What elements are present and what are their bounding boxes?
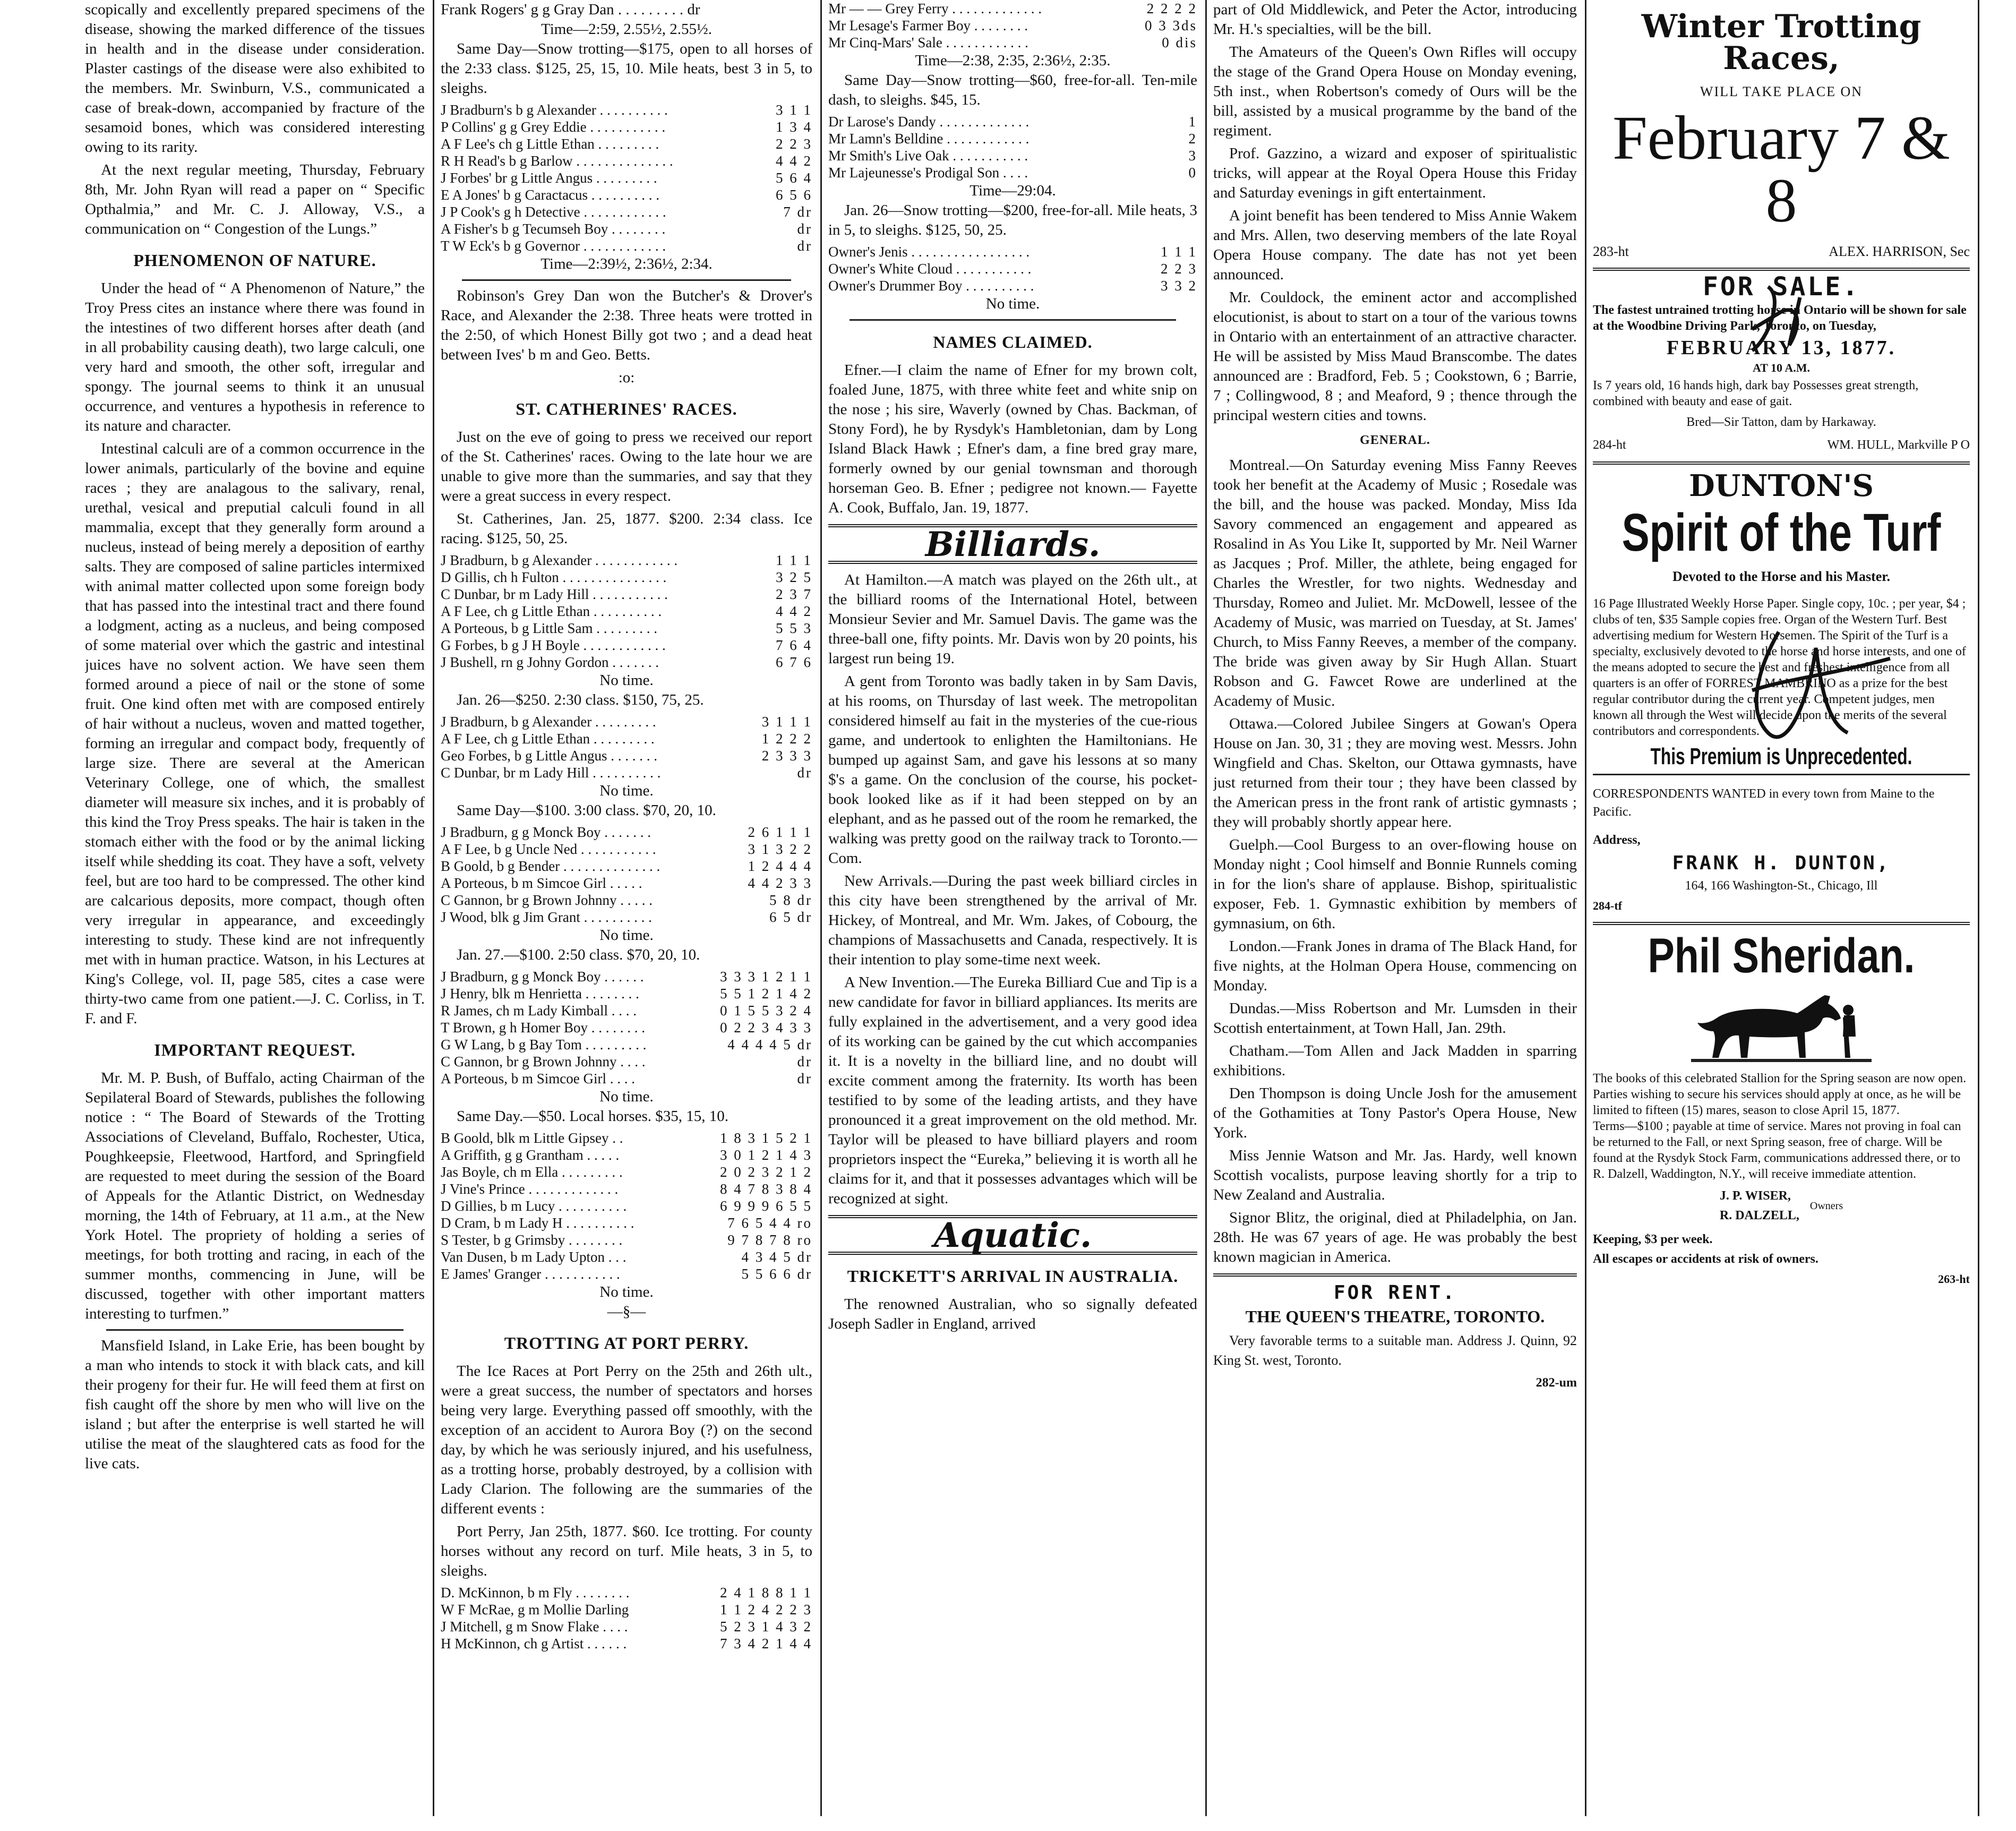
paragraph: Den Thompson is doing Uncle Josh for the amusement of the Gothamities at Tony Pastor's Opera House, New York.	[1213, 1085, 1577, 1141]
ad-text: CORRESPONDENTS WANTED in every town from Maine to the Pacific.	[1593, 787, 1935, 819]
ad-heading: FOR RENT.	[1333, 1282, 1457, 1304]
heat-placings: 2 3 7	[776, 586, 812, 602]
result-row	[441, 152, 812, 169]
heat-placings: dr	[797, 1071, 812, 1086]
heat-placings: 2 2 2 2	[1146, 1, 1197, 16]
heat-placings: 5 5 1 2 1 4 2	[720, 986, 812, 1002]
paragraph: Miss Jennie Watson and Mr. Jas. Hardy, well known Scottish vocalists, purpose leaving shortly for a trip to New Zealand and Australia.	[1213, 1147, 1577, 1203]
heat-placings: 5 5 3	[776, 620, 812, 636]
result-row	[828, 260, 1197, 277]
ad-dates: February 7 & 8	[1612, 103, 1950, 235]
horse-entry: W F McRae, g m Mollie Darling	[441, 1602, 629, 1618]
result-row	[828, 164, 1197, 181]
ad-address: 164, 166 Washington-St., Chicago, Ill	[1685, 879, 1878, 893]
horse-entry: T W Eck's b g Governor . . . . . . . . . . . .	[441, 238, 666, 254]
paragraph: At Hamilton.—A match was played on the 26th ult., at the billiard rooms of the International Hotel, between Monsieur Sevier and Mr. Samuel Davis. The game was the three-ball one, fifty points. Mr. Davis won by 20 points, his largest run being 19.	[828, 571, 1197, 667]
paragraph: Efner.—I claim the name of Efner for my brown colt, foaled June, 1875, with three white feet and white snip on the nose ; his sire, Waverly (owned by Chas. Backman, of Stony Ford), he by Rysdyk's Hambletonian, dam by Long Island Black Hawk ; Efner's dam, a fine bred gray mare, formerly owned by our genial townsman and thorough horseman Geo. B. Efner ; pedigree not known.— Fayette A. Cook, Buffalo, Jan. 19, 1877.	[828, 362, 1197, 516]
race-conditions: Jan. 26—Snow trotting—$200, free-for-all. Mile heats, 3 in 5, to sleighs. $125, 50, 25.	[828, 202, 1197, 238]
result-row	[441, 985, 812, 1002]
ad-code: 263-ht	[1938, 1272, 1970, 1286]
column-2	[441, 0, 812, 1816]
ad-title-phil-sheridan: Phil Sheridan.	[1648, 929, 1915, 983]
heat-placings: 4 3 4 5 dr	[741, 1249, 812, 1265]
paragraph: New Arrivals.—During the past week billiard circles in this city have been strengthened by the arrival of Mr. Hickey, of Montreal, and Mr. Wm. Jakes, of Cobourg, the champions of Massachusetts and Canada, respectively. It is their intention to play some-time next week.	[828, 872, 1197, 968]
heat-placings: 4 4 2	[776, 603, 812, 619]
result-row	[441, 135, 812, 152]
result-row	[441, 1180, 812, 1197]
results-table	[441, 552, 812, 671]
result-row	[441, 220, 812, 237]
heat-placings: 3 1 1 1	[761, 714, 812, 730]
horse-entry: C Gannon, br g Brown Johnny . . . .	[441, 1054, 646, 1069]
divider	[106, 1329, 404, 1331]
results-table	[828, 0, 1197, 51]
horse-engraving-icon	[1686, 986, 1877, 1065]
heat-placings: 6 7 6	[776, 654, 812, 670]
paragraph: Intestinal calculi are of a common occurrence in the lower animals, particularly of the bovine and equine races ; they are analagous to the salivary, renal, urethal, vesical and preputial calculi found in all mammalia, except that they generally form around a nucleus, instead of being merely a deposition of earthy salts. They are composed of saline particles intermixed with animal matter collected upon some foreign body that has passed into the intestinal tract and there found a lodgment, acting as a nucleus, and being composed of some material over which the gastric and intestinal juices have no solvent action. We have seen them formed around a piece of nail or the stone of some fruit. One kind often met with are composed entirely of hair without a nucleus, woven and matted together, forming an irregular and compact body, frequently of large size. There are several at the American Veterinary College, one of which, the smallest diameter will measure six inches, and it is probably of this kind the Troy Press speaks. The hair is taken in the stomach either with the food or by the animal licking itself while shedding its coat. They have a soft, velvety feel, but are too hard to be compressed. The other kind are calcarious deposits, more compact, though often very irregular in appearance, and exceedingly interesting to study. These kind are not infrequently met with in human practice. Watson, in his Lectures at King's College, vol. II, page 585, cites a case were thirty-two came from one patient.—J. C. Corliss, in T. F. and F.	[85, 440, 425, 1027]
race-conditions: Jan. 26—$250. 2:30 class. $150, 75, 25.	[457, 691, 704, 708]
ad-text: All escapes or accidents at risk of owners.	[1593, 1252, 1818, 1266]
horse-entry: Owner's Jenis . . . . . . . . . . . . . . . . .	[828, 244, 1030, 260]
ad-footer	[1593, 435, 1970, 455]
horse-entry: D Cram, b m Lady H . . . . . . . . . .	[441, 1215, 634, 1231]
heat-placings: 2 2 3	[776, 136, 812, 152]
horse-entry: J Bushell, rn g Johny Gordon . . . . . . .	[441, 654, 659, 670]
column-rule	[1585, 0, 1586, 1816]
heat-placings: 3	[1188, 148, 1197, 164]
paragraph: part of Old Middlewick, and Peter the Actor, introducing Mr. H.'s specialties, will be the bill.	[1213, 1, 1577, 38]
heat-placings: 4 4 2 3 3	[748, 875, 812, 891]
horse-entry: R H Read's b g Barlow . . . . . . . . . . . . . .	[441, 153, 673, 169]
paragraph: Under the head of “ A Phenomenon of Nature,” the Troy Press cites an instance where there was found in the intestines of two different horses after death (and in all probability causing death), two large calculi, one very hard and smooth, the other soft, irregular and spongy. The journal seems to think it an unusual occurrence, and ventures a hypothesis in reference to its nature and character.	[85, 280, 425, 434]
column-rule	[1978, 0, 1979, 1816]
race-conditions: Port Perry, Jan 25th, 1877. $60. Ice trotting. For county horses without any record on turf. Mile heats, 3 in 5, to sleighs.	[441, 1523, 812, 1579]
horse-entry: D. McKinnon, b m Fly . . . . . . . .	[441, 1585, 630, 1601]
result-row	[441, 169, 812, 186]
section-heading: NAMES CLAIMED.	[933, 332, 1093, 352]
result-row	[828, 113, 1197, 130]
results-table	[828, 243, 1197, 294]
heat-placings: 2 3 3 3	[761, 748, 812, 764]
ad-owner: R. DALZELL,	[1719, 1209, 1799, 1222]
horse-entry: R James, ch m Lady Kimball . . . .	[441, 1003, 637, 1019]
ad-text: Keeping, $3 per week.	[1593, 1233, 1713, 1246]
ad-code: 284-ht	[1593, 438, 1626, 452]
paragraph: The Amateurs of the Queen's Own Rifles will occupy the stage of the Grand Opera House on Monday evening, 5th inst., when Robertson's comedy of Ours will be the bill, assisted by a musical programme by the band of the regiment.	[1213, 44, 1577, 139]
result-row	[441, 118, 812, 135]
ad-premium: This Premium is Unprecedented.	[1650, 743, 1912, 769]
heat-placings: 1 1 2 4 2 2 3	[720, 1602, 812, 1618]
heat-placings: 4 4 2	[776, 153, 812, 169]
results-table	[441, 1584, 812, 1652]
heat-placings: 2 0 2 3 2 1 2	[720, 1164, 812, 1180]
ad-owners-label: Owners	[1809, 1200, 1843, 1212]
result-row	[441, 1146, 812, 1163]
race-time: No time.	[599, 1088, 654, 1105]
heat-placings: dr	[797, 238, 812, 254]
result-row	[441, 1635, 812, 1652]
result-row	[441, 892, 812, 909]
heat-placings: dr	[797, 765, 812, 781]
horse-entry: J Mitchell, g m Snow Flake . . . .	[441, 1619, 628, 1635]
result-row	[441, 1584, 812, 1601]
result-row	[828, 147, 1197, 164]
column-1	[85, 0, 425, 1816]
paragraph: scopically and excellently prepared specimens of the disease, showing the marked difference of the tissues in health and in the disease under consideration. Plaster castings of the disease were also exhibited to the members. Mr. Swinburn, V.S., communicated a case of break-down, accompanied by fracture of the sesamoid bones, which was considered interesting owing to its rarity.	[85, 1, 425, 156]
result-row	[441, 101, 812, 118]
paragraph: Ottawa.—Colored Jubilee Singers at Gowan's Opera House on Jan. 30, 31 ; they are moving west. Messrs. John Wingfield and Chas. Skelton, our Ottawa gymnasts, have just returned from their tour ; they have been classed by the American press in the front rank of artistic gymnasts ; they will probably shortly appear here.	[1213, 715, 1577, 831]
heat-placings: 5 8 dr	[769, 892, 812, 908]
heat-placings: 1 1 1	[1161, 244, 1197, 260]
column-rule	[820, 0, 822, 1816]
paragraph: At the next regular meeting, Thursday, February 8th, Mr. John Ryan will read a paper on “ Specific Opthalmia,” and Mr. C. J. Alloway, V.S., a communication on “ Congestion of the Lungs.”	[85, 161, 425, 237]
heat-placings: 1 2 2 2	[761, 731, 812, 747]
race-conditions: Same Day—$100. 3:00 class. $70, 20, 10.	[457, 802, 716, 819]
horse-entry: J Henry, blk m Henrietta . . . . . . . .	[441, 986, 639, 1002]
result-row	[441, 654, 812, 671]
heat-placings: 0 3 3ds	[1144, 18, 1197, 33]
heat-placings: 3 1 1	[776, 102, 812, 118]
ad-owners	[1593, 1186, 1970, 1226]
paragraph: Montreal.—On Saturday evening Miss Fanny Reeves took her benefit at the Academy of Music ; Rosedale was the bill, and the house was packed. Monday, Miss Ida Savory commenced an engagement and appeared as Rosalind in As You Like It, supported by Mr. Neil Warner as Jacques ; Prof. Miller, the athlete, being engaged for Charles the Wrestler, for two nights. Wednesday and Thursday, Romeo and Juliet. Mr. McDowell, lessee of the Academy of Music, was married on Tuesday, at St. James' Church, to Miss Fanny Reeves, a member of the company. The bride was given away by Sir Hugh Allan. Stuart Robson and G. Fawcet Rowe are underlined at the Academy of Music.	[1213, 457, 1577, 709]
heat-placings: 0 dis	[1162, 35, 1197, 50]
result-row	[441, 1036, 812, 1053]
result-row	[441, 603, 812, 620]
horse-entry: E A Jones' b g Caractacus . . . . . . . . . .	[441, 187, 660, 203]
double-rule	[1593, 461, 1970, 465]
paragraph: The renowned Australian, who so signally defeated Joseph Sadler in England, arrived	[828, 1296, 1197, 1332]
race-time: No time.	[599, 672, 654, 689]
paragraph: Signor Blitz, the original, died at Philadelphia, on Jan. 28th. He was 67 years of age. He was probably the best known magician in America.	[1213, 1209, 1577, 1265]
heat-placings: 5 2 3 1 4 3 2	[720, 1619, 812, 1635]
ad-text: Is 7 years old, 16 hands high, dark bay Possesses great strength, combined with beauty and ease of gait.	[1593, 379, 1919, 408]
ad-text: Bred—Sir Tatton, dam by Harkaway.	[1686, 415, 1876, 429]
heat-placings: 2	[1188, 131, 1197, 147]
result-row	[441, 1601, 812, 1618]
heat-placings: 8 4 7 8 3 8 4	[720, 1181, 812, 1197]
section-title-aquatic: Aquatic.	[933, 1216, 1092, 1255]
result-row	[441, 747, 812, 764]
ad-code: 284-tf	[1593, 899, 1622, 912]
race-conditions: St. Catherines, Jan. 25, 1877. $200. 2:34 class. Ice racing. $125, 50, 25.	[441, 510, 812, 547]
result-row	[828, 277, 1197, 294]
horse-entry: Geo Forbes, b g Little Angus . . . . . . .	[441, 748, 657, 764]
heat-placings: 1 1 1	[776, 552, 812, 568]
race-conditions: Same Day—Snow trotting—$175, open to all horses of the 2:33 class. $125, 25, 15, 10. Mile heats, best 3 in 5, to sleighs.	[441, 40, 812, 97]
horse-entry: J Vine's Prince . . . . . . . . . . . . .	[441, 1181, 619, 1197]
section-heading: PHENOMENON OF NATURE.	[133, 251, 376, 270]
heat-placings: 3 1 3 2 2	[748, 841, 812, 857]
horse-entry: Mr Lesage's Farmer Boy . . . . . . . .	[828, 18, 1028, 33]
result-row	[441, 841, 812, 858]
horse-entry: A Fisher's b g Tecumseh Boy . . . . . . . .	[441, 221, 666, 237]
results-table	[441, 968, 812, 1087]
heat-placings: 0 1 5 5 3 2 4	[720, 1003, 812, 1019]
ad-text: 16 Page Illustrated Weekly Horse Paper. Single copy, 10c. ; per year, $4 ; clubs of ten, $35 Sample copies free. Organ of the Western Turf. Best advertising medium for Western Horsemen. The Spirit of the Turf is a specialty, exclusively devoted to the horse and horse interests, and one of the means adopted to secure the best and freshest intelligence from all quarters is an offer of FORREST MAMBRINO as a prize for the best regular contributor during the current year. Competent judges, men known all through the West will decide upon the merits of the several contributors and correspondents.	[1593, 597, 1966, 738]
race-conditions: Jan. 27.—$100. 2:50 class. $70, 20, 10.	[457, 946, 700, 963]
horse-entry: J Forbes' br g Little Angus . . . . . . . . .	[441, 170, 657, 186]
results-table	[441, 713, 812, 781]
paragraph: London.—Frank Jones in drama of The Black Hand, for five nights, at the Holman Opera House, commencing on Monday.	[1213, 938, 1577, 994]
horse-entry: A Porteous, b g Little Sam . . . . . . . . .	[441, 620, 657, 636]
horse-entry: Dr Larose's Dandy . . . . . . . . . . . . .	[828, 114, 1030, 130]
paragraph: Chatham.—Tom Allen and Jack Madden in sparring exhibitions.	[1213, 1042, 1577, 1079]
horse-entry: Mr Cinq-Mars' Sale . . . . . . . . . . . .	[828, 35, 1028, 50]
ad-code: 282-um	[1535, 1376, 1577, 1390]
double-rule	[1593, 922, 1970, 925]
column-5-ads	[1593, 0, 1970, 1816]
divider	[1593, 774, 1970, 775]
race-conditions: Same Day.—$50. Local horses. $35, 15, 10.	[457, 1108, 728, 1125]
heat-placings: dr	[797, 1054, 812, 1069]
result-row	[441, 858, 812, 875]
horse-entry: H McKinnon, ch g Artist . . . . . .	[441, 1636, 627, 1652]
heat-placings: 3 3 2	[1161, 278, 1197, 294]
paragraph: A joint benefit has been tendered to Miss Annie Wakem and Mrs. Allen, two deserving members of the late Royal Opera House company. The date has not yet been announced.	[1213, 207, 1577, 283]
horse-entry: A Porteous, b m Simcoe Girl . . . .	[441, 1071, 635, 1086]
race-time: Time—29:04.	[970, 182, 1056, 199]
horse-entry: Mr — — Grey Ferry . . . . . . . . . . . . .	[828, 1, 1042, 16]
horse-entry: G Forbes, b g J H Boyle . . . . . . . . . . . .	[441, 637, 666, 653]
ad-owner: J. P. WISER,	[1719, 1189, 1791, 1203]
result-row	[441, 237, 812, 254]
result-row	[441, 186, 812, 203]
race-time: No time.	[985, 295, 1040, 312]
heat-placings: 2 4 1 8 8 1 1	[720, 1585, 812, 1601]
horse-entry: Mr Lajeunesse's Prodigal Son . . . .	[828, 165, 1028, 181]
race-time: No time.	[599, 927, 654, 944]
ad-heading-for-sale: FOR SALE.	[1702, 272, 1860, 302]
result-row	[441, 1214, 812, 1231]
ad-text: Very favorable terms to a suitable man. Address J. Quinn, 92 King St. west, Toronto.	[1213, 1333, 1577, 1368]
heat-placings: 0 2 2 3 4 3 3	[720, 1020, 812, 1036]
divider	[850, 319, 1176, 321]
result-row	[441, 1265, 812, 1282]
ad-owner: WM. HULL, Markville P O	[1827, 438, 1970, 452]
result-row	[441, 1231, 812, 1248]
heat-placings: 2 2 3	[1161, 261, 1197, 277]
ad-secretary: ALEX. HARRISON, Sec	[1829, 244, 1970, 259]
separator: :o:	[618, 369, 635, 386]
race-time: No time.	[599, 1284, 654, 1300]
horse-entry: Van Dusen, b m Lady Upton . . .	[441, 1249, 627, 1265]
heat-placings: 7 dr	[783, 204, 812, 220]
result-row	[441, 203, 812, 220]
horse-entry: J Bradburn, g g Monck Boy . . . . . . .	[441, 824, 651, 840]
ad-tagline: Devoted to the Horse and his Master.	[1672, 569, 1890, 584]
ad-title-spirit-of-turf: Spirit of the Turf	[1622, 503, 1941, 562]
result-row	[441, 968, 812, 985]
result-row	[828, 0, 1197, 17]
section-title-billiards: Billiards.	[925, 525, 1101, 564]
horse-entry: S Tester, b g Grimsby . . . . . . . .	[441, 1232, 623, 1248]
heat-placings: 1 3 4	[776, 119, 812, 135]
paragraph: A gent from Toronto was badly taken in by Sam Davis, at his rooms, on Thursday of last week. The metropolitan considered himself au fait in the mysteries of the cue-rious game, and undertook to enlighten the Hamiltonians. He bumped up against Sam, and gave his lessons at so many $'s a game. On the conclusion of the course, his pocket-book looked like as if it had been stepped on by an elephant, and as he passed out of the room he remarked, the walking was pretty good on the railway track to Toronto.—Com.	[828, 673, 1197, 867]
horse-entry: Jas Boyle, ch m Ella . . . . . . . . .	[441, 1164, 623, 1180]
section-heading: GENERAL.	[1360, 433, 1430, 447]
heat-placings: 6 5 6	[776, 187, 812, 203]
column-rule	[1205, 0, 1207, 1816]
horse-entry: J Bradburn, b g Alexander . . . . . . . . .	[441, 714, 656, 730]
ad-text: The fastest untrained trotting horse in Ontario will be shown for sale at the Woodbine Driving Park, Toronto, on Tuesday,	[1593, 303, 1967, 333]
heat-placings: 1	[1188, 114, 1197, 130]
result-row	[441, 1002, 812, 1019]
race-time: Time—2:39½, 2:36½, 2:34.	[541, 255, 713, 272]
paragraph: Mr. Couldock, the eminent actor and accomplished elocutionist, is about to start on a tour of the various towns in Ontario with an entertainment of an attractive character. He will be assisted by Miss Maud Branscombe. The dates announced are : Bradford, Feb. 5 ; Cookstown, 6 ; Barrie, 7 ; Collingwood, 8 ; and Meaford, 9 ; thence through the principal western cities and towns.	[1213, 289, 1577, 424]
race-time: No time.	[599, 782, 654, 799]
ad-subheading: THE QUEEN'S THEATRE, TORONTO.	[1245, 1307, 1545, 1326]
horse-entry: A Griffith, g g Grantham . . . . .	[441, 1147, 620, 1163]
ad-text: The books of this celebrated Stallion for the Spring season are now open. Parties wishing to secure his services should apply at once, as he will be limited to fifteen (15) mares, season to close April 15, 1877.	[1593, 1072, 1967, 1117]
result-row	[441, 1618, 812, 1635]
double-rule	[1213, 1273, 1577, 1277]
result-row	[828, 34, 1197, 51]
horse-entry: A Porteous, b m Simcoe Girl . . . . .	[441, 875, 642, 891]
result-row	[441, 1019, 812, 1036]
horse-entry: A F Lee, ch g Little Ethan . . . . . . . . .	[441, 731, 655, 747]
ad-name: FRANK H. DUNTON,	[1672, 852, 1891, 874]
heat-placings: 2 6 1 1 1	[748, 824, 812, 840]
result-row	[828, 243, 1197, 260]
horse-entry: J Wood, blk g Jim Grant . . . . . . . . . .	[441, 909, 652, 925]
horse-entry: G W Lang, b g Bay Tom . . . . . . . . .	[441, 1037, 647, 1053]
section-heading: TRICKETT'S ARRIVAL IN AUSTRALIA.	[847, 1267, 1179, 1286]
heat-placings: 1 8 3 1 5 2 1	[720, 1130, 812, 1146]
horse-entry: E James' Granger . . . . . . . . . . .	[441, 1266, 620, 1282]
ad-subtitle: WILL TAKE PLACE ON	[1700, 84, 1863, 99]
race-conditions: Same Day—Snow trotting—$60, free-for-all. Ten-mile dash, to sleighs. $45, 15.	[828, 72, 1197, 108]
section-heading: TROTTING AT PORT PERRY.	[504, 1333, 749, 1353]
horse-entry: T Brown, g h Homer Boy . . . . . . . .	[441, 1020, 645, 1036]
column-3	[828, 0, 1197, 1816]
heat-placings: 7 3 4 2 1 4 4	[720, 1636, 812, 1652]
heat-placings: 7 6 5 4 4 ro	[727, 1215, 812, 1231]
paragraph: Just on the eve of going to press we received our report of the St. Catherines' races. Owing to the late hour we are unable to give more than the summaries, and say that they were a great success in every respect.	[441, 429, 812, 504]
separator: —§—	[607, 1303, 646, 1320]
result-row	[441, 730, 812, 747]
ad-address-label: Address,	[1593, 833, 1641, 847]
heat-placings: 4 4 4 4 5 dr	[727, 1037, 812, 1053]
horse-entry: Owner's Drummer Boy . . . . . . . . . .	[828, 278, 1034, 294]
paragraph: Mr. M. P. Bush, of Buffalo, acting Chairman of the Sepilateral Board of Stewards, publishes the following notice : “ The Board of Stewards of the Trotting Associations of Cleveland, Buffalo, Rochester, Utica, Poughkeepsie, Fleetwood, Hartford, and Springfield are requested to meet during the session of the Board of Appeals for the Atlantic District, on Wednesday morning, the 14th of February, at 11 a.m., at the New York Hotel. The propriety of holding a series of meetings, for both trotting and racing, in each of the summer months, commencing in June, will be discussed, together with other important matters interesting to turfmen.”	[85, 1069, 425, 1322]
result-row	[441, 620, 812, 637]
section-heading: ST. CATHERINES' RACES.	[516, 399, 737, 418]
paragraph: A New Invention.—The Eureka Billiard Cue and Tip is a new candidate for favor in billiard appliances. Its merits are fully explained in the advertisement, and a very good idea of its working can be gained by the cut which accompanies it. It is a novelty in the billiard line, and no doubt will excite comment among the fraternity. Its worth has been testified to by some of the leading artists, and they have pronounced it a great improvement on the old method. Mr. Taylor will be pleased to have billiard players and room proprietors inspect the “Eureka,” believing it is worth all he claims for it, and that it possesses advantages which will be recognized at sight.	[828, 974, 1197, 1207]
heat-placings: 9 7 8 7 8 ro	[727, 1232, 812, 1248]
paragraph: Prof. Gazzino, a wizard and exposer of spiritualistic tricks, will appear at the Royal Opera House this Friday and Saturday evenings in gift entertainment.	[1213, 145, 1577, 201]
horse-entry: P Collins' g g Grey Eddie . . . . . . . . . . .	[441, 119, 666, 135]
horse-entry: C Gannon, br g Brown Johnny . . . . .	[441, 892, 653, 908]
ad-code: 283-ht	[1593, 244, 1629, 259]
horse-entry: A F Lee, b g Uncle Ned . . . . . . . . . . .	[441, 841, 656, 857]
result-row	[441, 824, 812, 841]
ad-date: FEBRUARY 13, 1877.	[1666, 337, 1897, 359]
result-row	[828, 130, 1197, 147]
result-row	[441, 1130, 812, 1146]
heat-placings: 0	[1188, 165, 1197, 181]
heat-placings: 7 6 4	[776, 637, 812, 653]
paragraph: Mansfield Island, in Lake Erie, has been bought by a man who intends to stock it with black cats, and kill their progeny for their fur. He will feed them at first on fish caught off the shore by men who will live on the island ; but after the enterprise is well started he will utilise the meat of the slaughtered cats as food for the live cats.	[85, 1337, 425, 1472]
horse-entry: Mr Lamn's Belldine . . . . . . . . . . . .	[828, 131, 1030, 147]
heat-placings: 5 6 4	[776, 170, 812, 186]
ad-owner-names	[1720, 1186, 1799, 1226]
paragraph: Dundas.—Miss Robertson and Mr. Lumsden in their Scottish entertainment, at Town Hall, Jan. 29th.	[1213, 1000, 1577, 1037]
ad-title-duntons: DUNTON'S	[1689, 468, 1874, 503]
race-time: Time—2:59, 2.55½, 2.55½.	[541, 21, 712, 38]
column-rule	[433, 0, 434, 1816]
result-row	[441, 586, 812, 603]
heat-placings: 5 5 6 6 dr	[741, 1266, 812, 1282]
horse-entry: J P Cook's g h Detective . . . . . . . . . . . .	[441, 204, 666, 220]
horse-entry: Mr Smith's Live Oak . . . . . . . . . . .	[828, 148, 1028, 164]
result-row	[441, 764, 812, 781]
results-table	[441, 101, 812, 254]
horse-entry: A F Lee, ch g Little Ethan . . . . . . . . . .	[441, 603, 662, 619]
paragraph: Guelph.—Cool Burgess to an over-flowing house on Monday night ; Cool himself and Bonnie Runnels coming in for the lion's share of applause. Bishop, spiritualistic exposer, Feb. 1. Gymnastic exhibition by members of gymnasium, on 6th.	[1213, 836, 1577, 932]
section-heading: IMPORTANT REQUEST.	[154, 1040, 356, 1059]
result-row	[441, 909, 812, 926]
result-row	[441, 552, 812, 569]
horse-entry: D Gillies, b m Lucy . . . . . . . . . .	[441, 1198, 627, 1214]
horse-entry: D Gillis, ch h Fulton . . . . . . . . . . . . . . .	[441, 569, 667, 585]
results-table	[828, 113, 1197, 181]
horse-entry: J Bradburn's b g Alexander . . . . . . . . . .	[441, 102, 668, 118]
heat-placings: 3 3 3 1 2 1 1	[720, 969, 812, 985]
ad-footer	[1593, 242, 1970, 261]
heat-placings: dr	[797, 221, 812, 237]
result-row	[441, 1248, 812, 1265]
heat-placings: 1 2 4 4 4	[748, 858, 812, 874]
heat-placings: 6 5 dr	[769, 909, 812, 925]
heat-placings: 6 9 9 9 6 5 5	[720, 1198, 812, 1214]
result-row	[441, 1053, 812, 1070]
result-row	[441, 1163, 812, 1180]
horse-entry: C Dunbar, br m Lady Hill . . . . . . . . . . .	[441, 586, 668, 602]
horse-entry: J Bradburn, b g Alexander . . . . . . . . . . . .	[441, 552, 678, 568]
heat-placings: 3 2 5	[776, 569, 812, 585]
result-row	[441, 713, 812, 730]
result-row	[441, 875, 812, 892]
race-time: Time—2:38, 2:35, 2:36½, 2:35.	[915, 52, 1111, 69]
horse-entry: J Bradburn, g g Monck Boy . . . . . .	[441, 969, 644, 985]
result-row	[441, 569, 812, 586]
result-line: Frank Rogers' g g Gray Dan . . . . . . . . . dr	[441, 1, 700, 18]
horse-entry: B Goold, blk m Little Gipsey . .	[441, 1130, 623, 1146]
column-4	[1213, 0, 1577, 1816]
result-row	[828, 17, 1197, 34]
double-rule	[1593, 268, 1970, 271]
results-table	[441, 824, 812, 926]
ad-time: AT 10 A.M.	[1753, 361, 1810, 374]
paragraph: Robinson's Grey Dan won the Butcher's & Drover's Race, and Alexander the 2:38. Three heats were trotted in the 2:50, of which Honest Billy got two ; and a dead heat between Ives' b m and Geo. Betts.	[441, 287, 812, 363]
result-row	[441, 1197, 812, 1214]
horse-entry: Owner's White Cloud . . . . . . . . . . .	[828, 261, 1032, 277]
paragraph: The Ice Races at Port Perry on the 25th and 26th ult., were a great success, the number of spectators and horses being very large. Everything passed off smoothly, with the exception of an accident to Aurora Boy (?) on the second day, by which he was seriously injured, and his usefulness, as a trotting horse, probably destroyed, by a collision with Lady Clarion. The following are the summaries of the different events :	[441, 1363, 812, 1517]
horse-entry: C Dunbar, br m Lady Hill . . . . . . . . . .	[441, 765, 661, 781]
results-table	[441, 1130, 812, 1282]
result-row	[441, 1070, 812, 1087]
ad-title-winter-races: Winter Trotting Races,	[1641, 8, 1921, 77]
horse-entry: A F Lee's ch g Little Ethan . . . . . . . . .	[441, 136, 659, 152]
horse-entry: B Goold, b g Bender . . . . . . . . . . . . . .	[441, 858, 660, 874]
result-row	[441, 637, 812, 654]
ad-text: Terms—$100 ; payable at time of service. Mares not proving in foal can be returned to the Fall, or next Spring season, free of charge. Will be found at the Rysdyk Stock Farm, communications addressed there, or to R. Dalzell, Waddington, N.Y., will receive immediate attention.	[1593, 1119, 1961, 1181]
divider	[462, 279, 791, 281]
heat-placings: 3 0 1 2 1 4 3	[720, 1147, 812, 1163]
